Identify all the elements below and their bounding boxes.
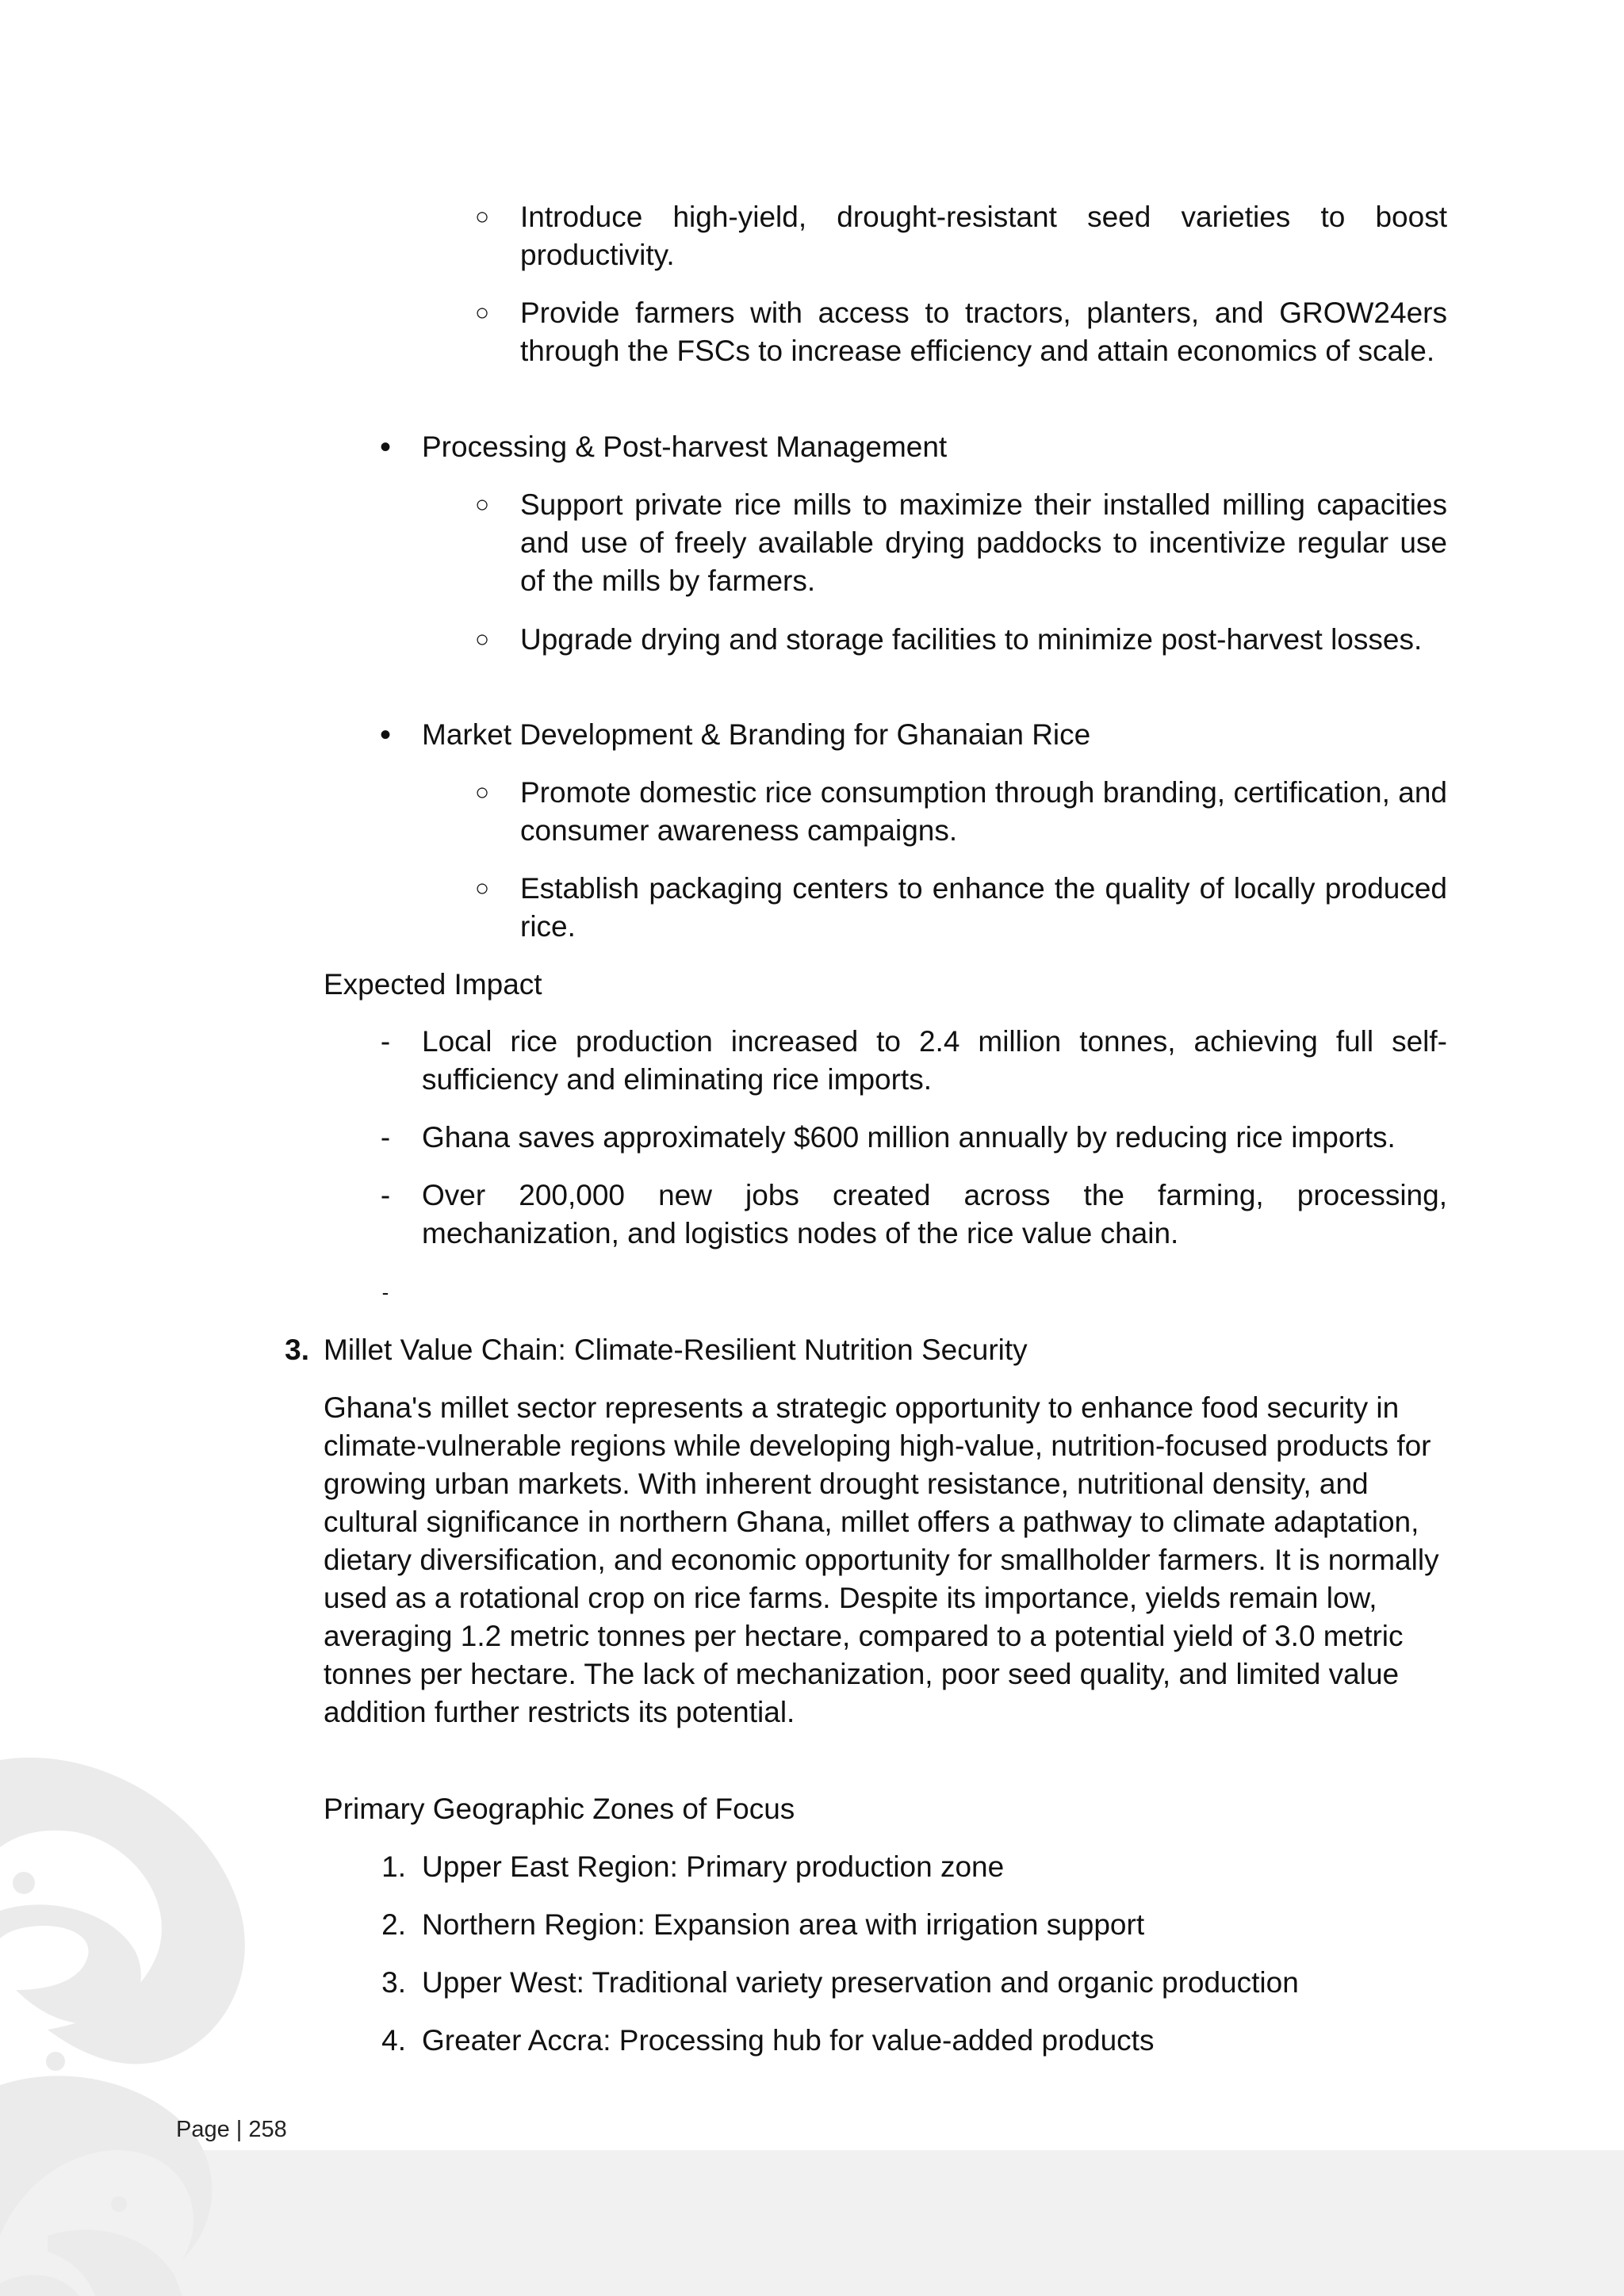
list-number: 2.: [381, 1908, 406, 1941]
circle-bullet: ○: [474, 492, 490, 518]
market-item: Promote domestic rice consumption through branding, certification, and consumer awareness campaigns.: [520, 776, 1447, 847]
circle-bullet: ○: [474, 626, 490, 652]
impact-item: Local rice production increased to 2.4 million tonnes, achieving full self-sufficiency and eliminating rice imports.: [422, 1025, 1447, 1096]
page-number: Page | 258: [176, 2117, 287, 2142]
list-number: 1.: [381, 1850, 406, 1883]
dash-bullet: -: [380, 1121, 391, 1154]
zone-item: Greater Accra: Processing hub for value-added products: [422, 2024, 1155, 2057]
section-title: Millet Value Chain: Climate-Resilient Nutrition Security: [324, 1334, 1028, 1366]
list-number: 3.: [381, 1966, 406, 1999]
circle-bullet: ○: [474, 875, 490, 901]
watermark-emblem: [0, 1712, 301, 2296]
impact-item: Ghana saves approximately $600 million annually by reducing rice imports.: [422, 1121, 1396, 1154]
impact-item: Over 200,000 new jobs created across the farming, processing, mechanization, and logistics nodes of the rice value chain.: [422, 1179, 1447, 1249]
processing-item: Upgrade drying and storage facilities to minimize post-harvest losses.: [520, 623, 1423, 656]
market-heading: Market Development & Branding for Ghanaian Rice: [422, 718, 1091, 751]
zones-heading: Primary Geographic Zones of Focus: [324, 1793, 795, 1825]
bullet: •: [379, 430, 391, 465]
production-item: Introduce high-yield, drought-resistant seed varieties to boost productivity.: [520, 201, 1447, 271]
dash-bullet: -: [380, 1179, 391, 1211]
market-item: Establish packaging centers to enhance the quality of locally produced rice.: [520, 872, 1447, 943]
zone-item: Northern Region: Expansion area with irrigation support: [422, 1908, 1145, 1941]
bullet: •: [379, 718, 391, 752]
zone-item: Upper West: Traditional variety preservation and organic production: [422, 1966, 1299, 1999]
list-number: 4.: [381, 2024, 406, 2057]
processing-heading: Processing & Post-harvest Management: [422, 430, 948, 463]
millet-paragraph: Ghana's millet sector represents a strategic opportunity to enhance food security in climate-vulnerable regions while developing high-value, nutrition-focused products for growing urban markets. With inherent drought resistance, nutritional density, and cultural significance in northern Ghana, millet offers a pathway to climate adaptation, dietary diversification, and economic opportunity for smallholder farmers. It is normally used as a rotational crop on rice farms. Despite its importance, yields remain low, averaging 1.2 metric tonnes per hectare, compared to a potential yield of 3.0 metric tonnes per hectare. The lack of mechanization, poor seed quality, and limited value addition further restricts its potential.: [324, 1391, 1439, 1728]
circle-bullet: ○: [474, 300, 490, 326]
dash-bullet: -: [381, 1280, 389, 1304]
processing-item: Support private rice mills to maximize their installed milling capacities and use of freely available drying paddocks to incentivize regular use of the mills by farmers.: [520, 488, 1447, 597]
circle-bullet: ○: [474, 779, 490, 806]
circle-bullet: ○: [474, 204, 490, 230]
section-number: 3.: [285, 1334, 309, 1366]
dash-bullet: -: [380, 1025, 391, 1058]
zone-item: Upper East Region: Primary production zone: [422, 1850, 1005, 1883]
production-item: Provide farmers with access to tractors, planters, and GROW24ers through the FSCs to increase efficiency and attain economics of scale.: [520, 297, 1447, 367]
impact-heading: Expected Impact: [324, 968, 542, 1001]
